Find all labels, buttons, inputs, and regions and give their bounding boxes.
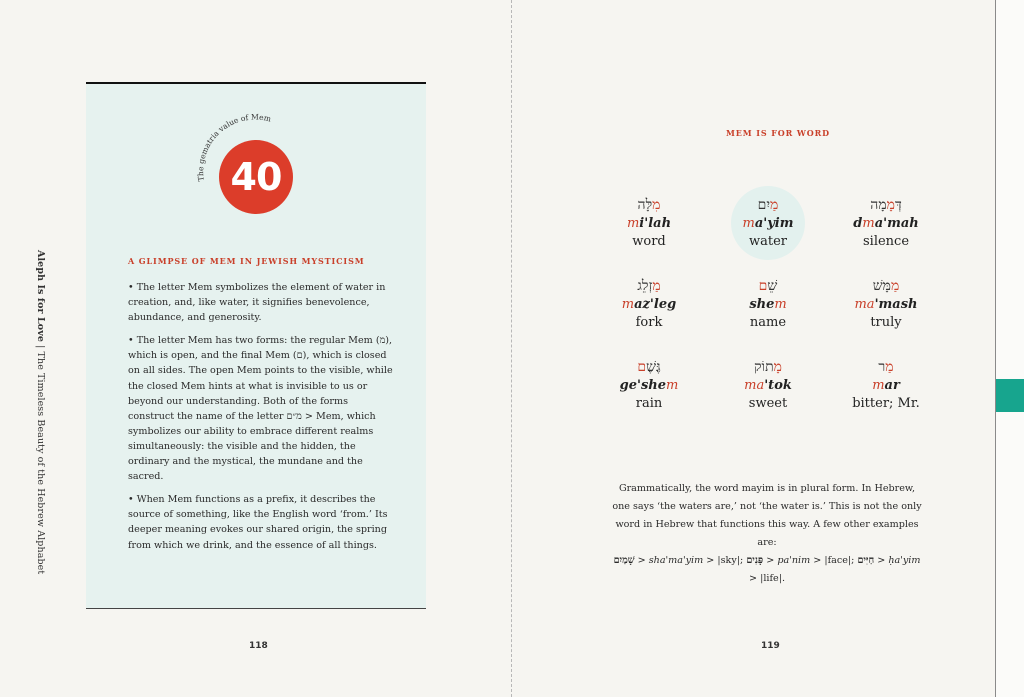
book-title: Aleph Is for Love (35, 250, 46, 342)
example-translit: ḥa'yim (888, 555, 921, 566)
translit-post: az'leg (634, 297, 677, 312)
arrow: > (706, 555, 715, 566)
word-card (821, 358, 951, 413)
english-meaning: name (749, 315, 787, 330)
info-panel (86, 82, 426, 609)
hebrew-mem: ם (637, 359, 647, 375)
translit-post: 'mash (874, 297, 918, 312)
translit-mem: m (621, 297, 635, 312)
hebrew-mem: מַ (890, 278, 900, 294)
gematria-value: 40 (230, 155, 282, 199)
hebrew-post: לָּה (637, 197, 653, 213)
word-card (821, 277, 951, 332)
english-meaning: sweet (748, 396, 788, 411)
note-text: Grammatically, the word mayim is in plural form. In Hebrew, one says ‘the waters are,’ not ‘the water is.’ This is not the only word in Hebrew that functions this way. A few other examples are: (612, 483, 922, 548)
hebrew-word (703, 196, 833, 214)
arrow: > (813, 555, 822, 566)
hebrew-word (703, 358, 833, 376)
example-english: |life|. (760, 573, 785, 584)
english-meaning: bitter; Mr. (852, 396, 920, 411)
arrow: > (749, 573, 758, 584)
transliteration (821, 214, 951, 233)
translit-pre: she (749, 297, 775, 312)
english-meaning: fork (635, 315, 663, 330)
hebrew-mem: ם (758, 278, 768, 294)
hebrew-mem: מַ (652, 278, 661, 294)
word-card (703, 196, 833, 251)
book-subtitle: | The Timeless Beauty of the Hebrew Alphabet (35, 345, 46, 575)
gematria-caption: The gematria value of Mem (196, 112, 272, 182)
hebrew-post: יִם (757, 197, 771, 213)
word-card (584, 196, 714, 251)
transliteration (821, 376, 951, 395)
translit-pre: ge'she (619, 378, 667, 393)
page-number-right: 119 (761, 641, 780, 651)
transliteration (584, 295, 714, 314)
arrow: > (637, 555, 646, 566)
word-card (584, 277, 714, 332)
example-english: |sky|; (717, 555, 744, 566)
hebrew-post: מָּשׁ (872, 278, 891, 294)
translit-post: ar (884, 378, 900, 393)
translit-pre: d (853, 216, 863, 231)
grammar-note (612, 480, 922, 588)
english-meaning: silence (862, 234, 910, 249)
hebrew-post: מָה (870, 197, 887, 213)
word-card (821, 196, 951, 251)
hebrew-pre: שֵׁ (767, 278, 778, 294)
paragraph: • The letter Mem has two forms: the regular Mem (מ), which is open, and the final Mem (ם), which is closed on all sides. The open Mem points to the visible, while the closed Mem hints at what is invisible to us or beyond our understanding. Both of the forms construct the name of the letter מ״ם > Mem, which symbolizes our ability to embrace different realms simultaneously: the visible and the hidden, the ordinary and the mystical, the mundane and the sacred. (128, 335, 393, 483)
example-translit: pa'nim (777, 555, 811, 566)
word-card (703, 358, 833, 413)
english-meaning: truly (870, 315, 902, 330)
transliteration (584, 214, 714, 233)
translit-mem: m (872, 378, 885, 393)
hebrew-word (584, 196, 714, 214)
translit-mem: ma (744, 378, 765, 393)
translit-mem: m (862, 216, 875, 231)
example-hebrew: חַיִּים (857, 555, 875, 566)
hebrew-pre: גֶּשֶׁ (646, 359, 661, 375)
hebrew-word (703, 277, 833, 295)
translit-mem: m (742, 216, 755, 231)
translit-post: a'mah (874, 216, 919, 231)
paragraph: • When Mem functions as a prefix, it describes the source of something, like the English word ‘from.’ Its deeper meaning evokes our shared origin, the spring from which we drink, and the essence of all things. (128, 494, 388, 551)
hebrew-post: ר (878, 359, 886, 375)
page-number-left: 118 (249, 641, 268, 651)
hebrew-mem: מִ (652, 197, 661, 213)
translit-mem: m (626, 216, 640, 231)
hebrew-mem: מַ (885, 359, 894, 375)
english-meaning: water (748, 234, 787, 249)
transliteration (703, 376, 833, 395)
translit-mem: m (774, 297, 787, 312)
hebrew-word (821, 277, 951, 295)
hebrew-mem: מַ (770, 197, 779, 213)
arrow: > (877, 555, 886, 566)
running-head (35, 250, 46, 574)
hebrew-word (821, 196, 951, 214)
translit-post: 'tok (764, 378, 792, 393)
paragraph: • The letter Mem symbolizes the element of water in creation, and, like water, it signifies benevolence, abundance, and generosity. (128, 282, 386, 324)
transliteration (584, 376, 714, 395)
page-edge (996, 0, 1024, 697)
transliteration (703, 295, 833, 314)
mysticism-text (128, 280, 396, 561)
word-card (584, 358, 714, 413)
hebrew-word (584, 277, 714, 295)
arrow: > (766, 555, 775, 566)
gematria-value-badge (219, 140, 293, 214)
example-translit: sha'ma'yim (648, 555, 704, 566)
example-hebrew: שָׁמַיִם (613, 555, 635, 566)
translit-post: a'yim (754, 216, 794, 231)
section-heading: A GLIMPSE OF MEM IN JEWISH MYSTICISM (128, 256, 365, 266)
english-meaning: rain (635, 396, 663, 411)
hebrew-word (584, 358, 714, 376)
hebrew-word (821, 358, 951, 376)
transliteration (821, 295, 951, 314)
translit-mem: ma (854, 297, 875, 312)
word-card (703, 277, 833, 332)
hebrew-post: זְלֵג (637, 278, 653, 294)
transliteration (703, 214, 833, 233)
english-meaning: word (632, 234, 666, 249)
page-edge-line (995, 0, 996, 697)
translit-post: i'lah (639, 216, 672, 231)
hebrew-pre: דְּ (894, 197, 902, 213)
hebrew-mem: מָ (773, 359, 782, 375)
translit-mem: m (666, 378, 679, 393)
hebrew-mem: מָ (886, 197, 895, 213)
chapter-tab (996, 379, 1024, 412)
word-section-heading: MEM IS FOR WORD (726, 128, 831, 138)
example-english: |face|; (824, 555, 855, 566)
book-gutter (511, 0, 512, 697)
example-hebrew: פָּנִים (746, 555, 764, 566)
hebrew-post: תוֹק (754, 359, 774, 375)
